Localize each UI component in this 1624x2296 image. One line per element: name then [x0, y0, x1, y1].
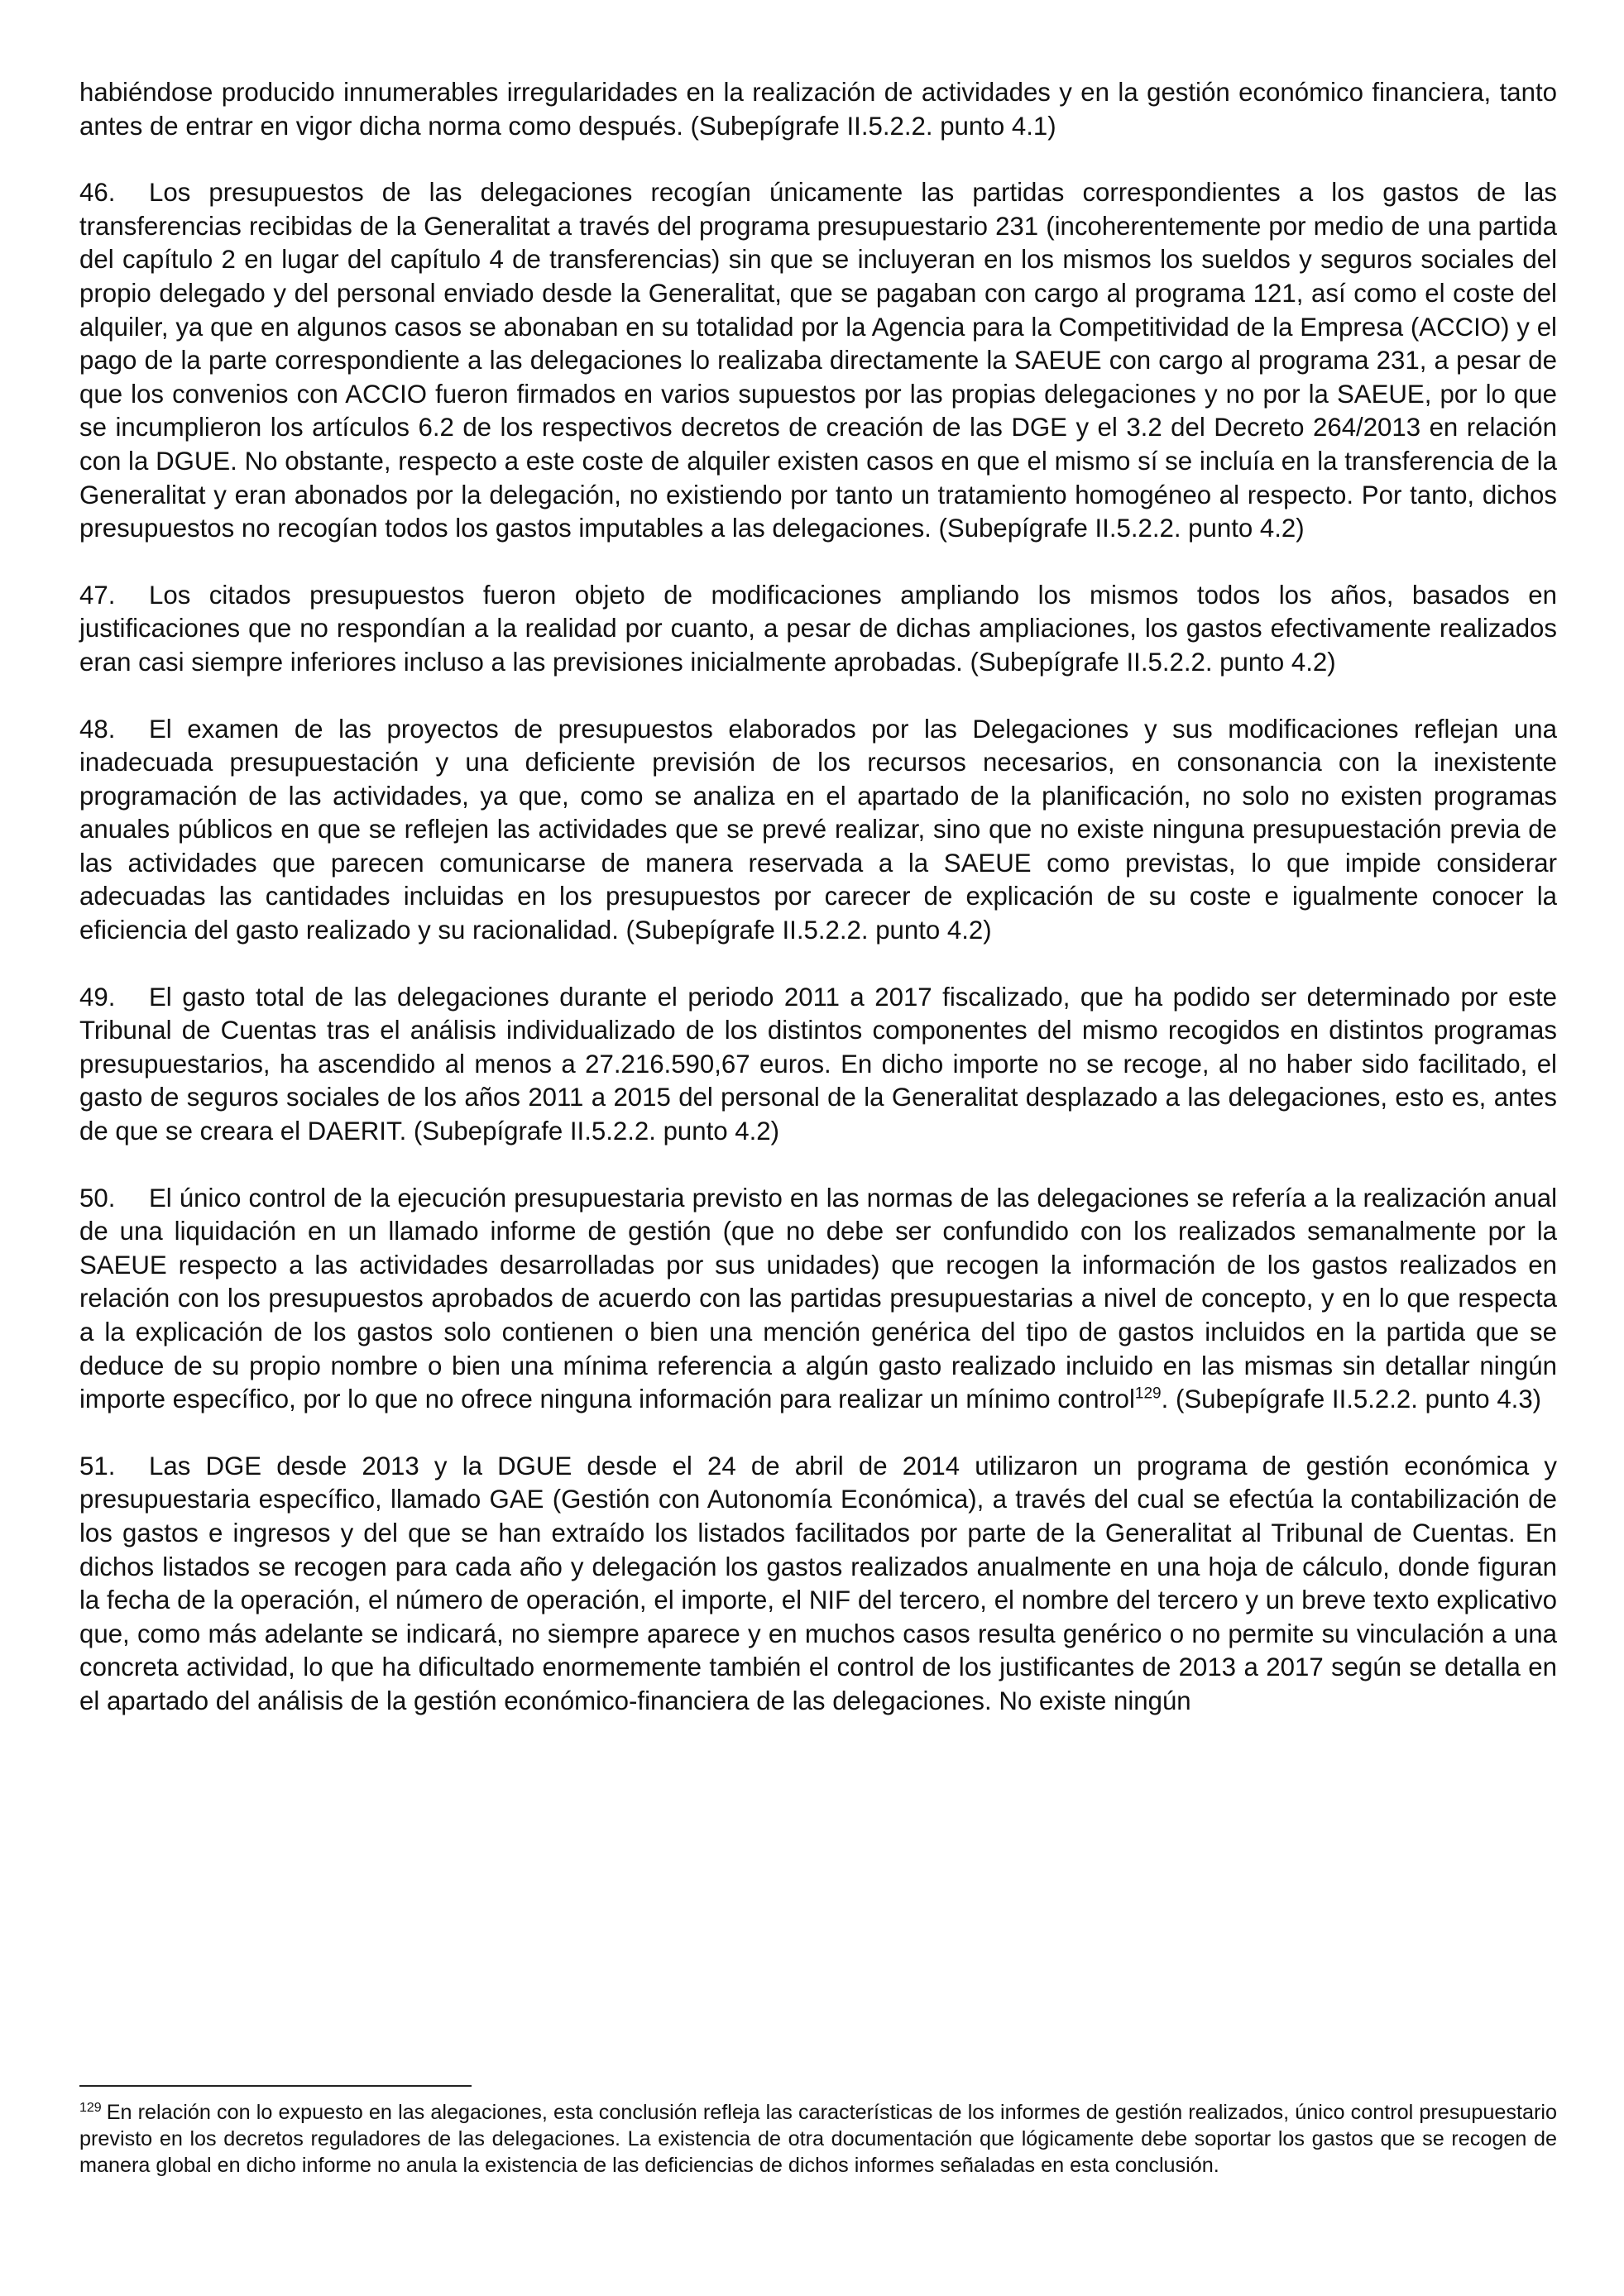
paragraph-continued	[79, 76, 1557, 143]
paragraph-text: El único control de la ejecución presupuestaria previsto en las normas de las delegaciones se refería a la realización anual de una liquidación en un llamado informe de gestión (que no debe ser confundido con los realizados semanalmente por la SAEUE respecto a las actividades desarrolladas por sus unidades) que recogen la información de los gastos realizados en relación con los presupuestos aprobados de acuerdo con las partidas presupuestarias a nivel de concepto, y en lo que respecta a la explicación de los gastos solo contienen o bien una mención genérica del tipo de gastos incluidos en la partida que se deduce de su propio nombre o bien una mínima referencia a algún gasto realizado incluido en las mismas sin detallar ningún importe específico, por lo que no ofrece ninguna información para realizar un mínimo control	[79, 1183, 1557, 1414]
paragraph-49	[79, 981, 1557, 1149]
footnote-number: 129	[79, 2100, 102, 2115]
footnote	[79, 2099, 1557, 2179]
paragraph-number: 50.	[79, 1183, 116, 1213]
paragraph-text: Las DGE desde 2013 y la DGUE desde el 24 de abril de 2014 utilizaron un programa de gestión económica y presupuestaria específico, llamado GAE (Gestión con Autonomía Económica), a través del cual se efectúa la contabilización de los gastos e ingresos y del que se han extraído los listados facilitados por parte de la Generalitat al Tribunal de Cuentas. En dichos listados se recogen para cada año y delegación los gastos realizados anualmente en una hoja de cálculo, donde figuran la fecha de la operación, el número de operación, el importe, el NIF del tercero, el nombre del tercero y un breve texto explicativo que, como más adelante se indicará, no siempre aparece y en muchos casos resulta genérico o no permite su vinculación a una concreta actividad, lo que ha dificultado enormemente también el control de los justificantes de 2013 a 2017 según se detalla en el apartado del análisis de la gestión económico-financiera de las delegaciones. No existe ningún	[79, 1451, 1557, 1715]
footnote-text: En relación con lo expuesto en las alegaciones, esta conclusión refleja las características de los informes de gestión realizados, único control presupuestario previsto en los decretos reguladores de las delegaciones. La existencia de otra documentación que lógicamente debe soportar los gastos que se recogen de manera global en dicho informe no anula la existencia de las deficiencias de dichos informes señaladas en esta conclusión.	[79, 2101, 1557, 2177]
paragraph-48	[79, 713, 1557, 948]
paragraph-number: 47.	[79, 580, 116, 610]
paragraph-text: El examen de las proyectos de presupuestos elaborados por las Delegaciones y sus modificaciones reflejan una inadecuada presupuestación y una deficiente previsión de los recursos necesarios, en consonancia con la inexistente programación de las actividades, ya que, como se analiza en el apartado de la planificación, no solo no existen programas anuales públicos en que se reflejen las actividades que se prevé realizar, sino que no existe ninguna presupuestación previa de las actividades que parecen comunicarse de manera reservada a la SAEUE como previstas, lo que impide considerar adecuadas las cantidades incluidas en los presupuestos por carecer de explicación de su coste e igualmente conocer la eficiencia del gasto realizado y su racionalidad. (Subepígrafe II.5.2.2. punto 4.2)	[79, 714, 1557, 945]
page-body	[79, 76, 1557, 1752]
footnote-reference[interactable]: 129	[1134, 1385, 1162, 1403]
paragraph-number: 51.	[79, 1451, 116, 1480]
paragraph-number: 46.	[79, 178, 116, 208]
paragraph-47	[79, 579, 1557, 680]
paragraph-text: El gasto total de las delegaciones durante el periodo 2011 a 2017 fiscalizado, que ha podido ser determinado por este Tribunal de Cuentas tras el análisis individualizado de los distintos componentes del mismo recogidos en distintos programas presupuestarios, ha ascendido al menos a 27.216.590,67 euros. En dicho importe no se recoge, al no haber sido facilitado, el gasto de seguros sociales de los años 2011 a 2015 del personal de la Generalitat desplazado a las delegaciones, esto es, antes de que se creara el DAERIT. (Subepígrafe II.5.2.2. punto 4.2)	[79, 982, 1557, 1146]
footnote-divider	[79, 2085, 472, 2087]
paragraph-text: habiéndose producido innumerables irregularidades en la realización de actividades y en la gestión económico financiera, tanto antes de entrar en vigor dicha norma como después. (Subepígrafe II.5.2.2. punto 4.1)	[79, 78, 1557, 141]
paragraph-50	[79, 1182, 1557, 1417]
paragraph-51	[79, 1450, 1557, 1719]
paragraph-46	[79, 176, 1557, 546]
paragraph-text-after: . (Subepígrafe II.5.2.2. punto 4.3)	[1161, 1385, 1542, 1414]
paragraph-text: Los presupuestos de las delegaciones recogían únicamente las partidas correspondientes a los gastos de las transferencias recibidas de la Generalitat a través del programa presupuestario 231 (incoherentemente por medio de una partida del capítulo 2 en lugar del capítulo 4 de transferencias) sin que se incluyeran en los mismos los sueldos y seguros sociales del propio delegado y del personal enviado desde la Generalitat, que se pagaban con cargo al programa 121, así como el coste del alquiler, ya que en algunos casos se abonaban en su totalidad por la Agencia para la Competitividad de la Empresa (ACCIO) y el pago de la parte correspondiente a las delegaciones lo realizaba directamente la SAEUE con cargo al programa 231, a pesar de que los convenios con ACCIO fueron firmados en varios supuestos por las propias delegaciones y no por la SAEUE, por lo que se incumplieron los artículos 6.2 de los respectivos decretos de creación de las DGE y el 3.2 del Decreto 264/2013 en relación con la DGUE. No obstante, respecto a este coste de alquiler existen casos en que el mismo sí se incluía en la transferencia de la Generalitat y eran abonados por la delegación, no existiendo por tanto un tratamiento homogéneo al respecto. Por tanto, dichos presupuestos no recogían todos los gastos imputables a las delegaciones. (Subepígrafe II.5.2.2. punto 4.2)	[79, 178, 1557, 543]
paragraph-text: Los citados presupuestos fueron objeto de modificaciones ampliando los mismos todos los años, basados en justificaciones que no respondían a la realidad por cuanto, a pesar de dichas ampliaciones, los gastos efectivamente realizados eran casi siempre inferiores incluso a las previsiones inicialmente aprobadas. (Subepígrafe II.5.2.2. punto 4.2)	[79, 580, 1557, 677]
paragraph-number: 49.	[79, 982, 116, 1012]
paragraph-number: 48.	[79, 714, 116, 744]
